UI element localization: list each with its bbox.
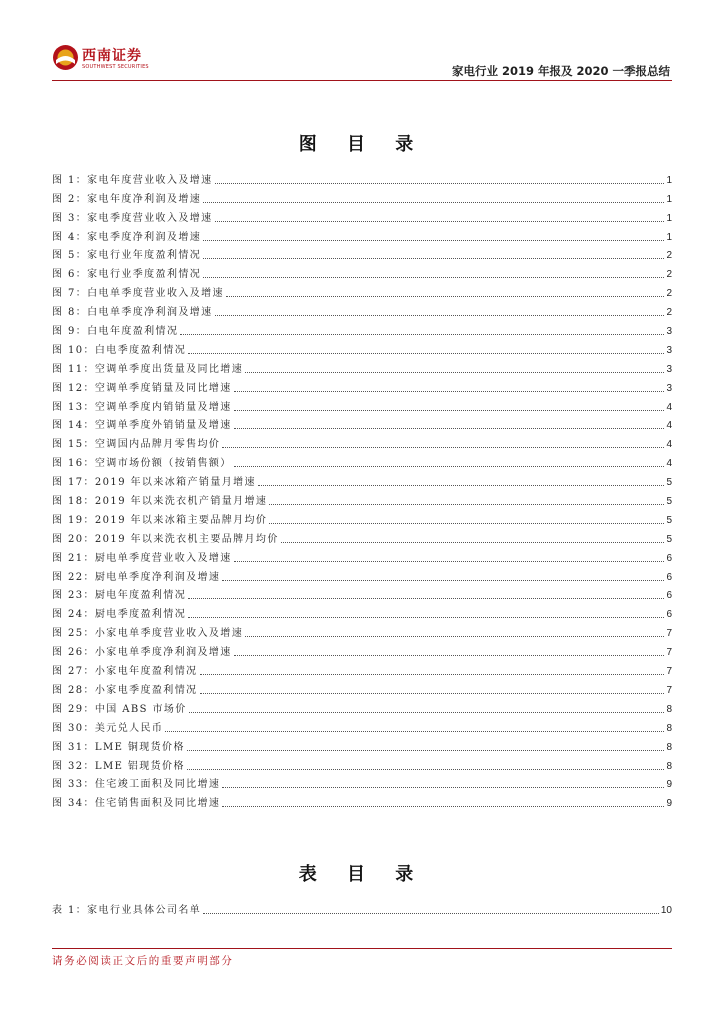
- toc-entry-label: 图 30：美元兑人民币: [52, 722, 164, 734]
- toc-entry-label: 图 28：小家电季度盈利情况: [52, 684, 198, 696]
- toc-entry[interactable]: [52, 508, 672, 527]
- toc-dot-leader: [226, 296, 664, 297]
- toc-entry[interactable]: [52, 621, 672, 640]
- toc-entry-page: 2: [666, 269, 672, 281]
- toc-entry-page: 4: [666, 458, 672, 470]
- toc-dot-leader: [187, 750, 665, 751]
- toc-dot-leader: [234, 466, 665, 467]
- toc-entry-label: 图 29：中国 ABS 市场价: [52, 703, 187, 715]
- toc-entry[interactable]: [52, 602, 672, 621]
- toc-entry-page: 8: [666, 703, 672, 715]
- toc-dot-leader: [245, 636, 664, 637]
- toc-entry[interactable]: [52, 262, 672, 281]
- toc-entry[interactable]: [52, 697, 672, 716]
- toc-entry-label: 图 22：厨电单季度净利润及增速: [52, 571, 221, 583]
- toc-entry-page: 7: [666, 684, 672, 696]
- toc-entry-label: 图 19：2019 年以来冰箱主要品牌月均价: [52, 514, 268, 526]
- toc-entry-label: 图 16：空调市场份额（按销售额）: [52, 458, 232, 470]
- toc-entry[interactable]: [52, 527, 672, 546]
- toc-dot-leader: [215, 315, 665, 316]
- toc-dot-leader: [203, 202, 664, 203]
- toc-dot-leader: [258, 485, 665, 486]
- toc-entry-label: 图 21：厨电单季度营业收入及增速: [52, 552, 232, 564]
- toc-entry-label: 图 25：小家电单季度营业收入及增速: [52, 628, 244, 640]
- toc-entry-page: 1: [666, 212, 672, 224]
- figures-toc-title: 图 目 录: [298, 134, 426, 155]
- toc-dot-leader: [200, 674, 665, 675]
- toc-entry-page: 4: [666, 420, 672, 432]
- toc-entry-page: 8: [666, 741, 672, 753]
- tables-toc-title: 表 目 录: [298, 864, 426, 885]
- toc-dot-leader: [281, 542, 665, 543]
- toc-entry-page: 3: [666, 363, 672, 375]
- toc-entry-page: 2: [666, 288, 672, 300]
- toc-entry-page: 6: [666, 609, 672, 621]
- toc-entry-page: 1: [666, 174, 672, 186]
- toc-entry[interactable]: [52, 187, 672, 206]
- toc-entry-page: 5: [666, 514, 672, 526]
- toc-entry-label: 图 31：LME 铜现货价格: [52, 741, 185, 753]
- toc-entry[interactable]: [52, 489, 672, 508]
- toc-entry-label: 图 18：2019 年以来洗衣机产销量月增速: [52, 496, 268, 508]
- toc-entry-page: 3: [666, 326, 672, 338]
- toc-dot-leader: [234, 391, 665, 392]
- toc-entry-page: 5: [666, 496, 672, 508]
- toc-entry-label: 图 5：家电行业年度盈利情况: [52, 250, 202, 262]
- toc-entry[interactable]: [52, 898, 672, 917]
- toc-entry[interactable]: [52, 470, 672, 489]
- footer-disclaimer: 请务必阅读正文后的重要声明部分: [52, 955, 234, 967]
- toc-entry[interactable]: [52, 451, 672, 470]
- toc-entry[interactable]: [52, 735, 672, 754]
- toc-entry-label: 图 27：小家电年度盈利情况: [52, 666, 198, 678]
- toc-dot-leader: [188, 598, 664, 599]
- toc-entry[interactable]: [52, 432, 672, 451]
- toc-entry-label: 图 1：家电年度营业收入及增速: [52, 174, 213, 186]
- toc-entry-label: 图 17：2019 年以来冰箱产销量月增速: [52, 477, 256, 489]
- toc-entry[interactable]: [52, 338, 672, 357]
- toc-entry-page: 3: [666, 344, 672, 356]
- toc-entry-label: 图 2：家电年度净利润及增速: [52, 193, 202, 205]
- toc-entry[interactable]: [52, 319, 672, 338]
- toc-dot-leader: [180, 334, 664, 335]
- toc-dot-leader: [215, 221, 665, 222]
- toc-entry[interactable]: [52, 281, 672, 300]
- toc-entry-page: 2: [666, 307, 672, 319]
- toc-entry-page: 7: [666, 647, 672, 659]
- toc-dot-leader: [189, 712, 665, 713]
- toc-entry-label: 图 34：住宅销售面积及同比增速: [52, 798, 221, 810]
- toc-entry[interactable]: [52, 376, 672, 395]
- toc-entry[interactable]: [52, 168, 672, 187]
- toc-entry-page: 6: [666, 571, 672, 583]
- toc-entry-label: 图 14：空调单季度外销销量及增速: [52, 420, 232, 432]
- toc-dot-leader: [203, 258, 664, 259]
- toc-entry-page: 3: [666, 382, 672, 394]
- logo-english-name: SOUTHWEST SECURITIES: [82, 64, 149, 70]
- toc-entry-page: 4: [666, 439, 672, 451]
- toc-dot-leader: [234, 410, 665, 411]
- toc-entry[interactable]: [52, 791, 672, 810]
- figures-toc-list: [52, 168, 672, 810]
- toc-entry[interactable]: [52, 754, 672, 773]
- toc-dot-leader: [203, 913, 659, 914]
- toc-entry[interactable]: [52, 414, 672, 433]
- toc-dot-leader: [234, 655, 665, 656]
- toc-entry-label: 图 32：LME 铝现货价格: [52, 760, 185, 772]
- toc-dot-leader: [222, 806, 664, 807]
- toc-dot-leader: [188, 353, 664, 354]
- toc-entry-label: 图 11：空调单季度出货量及同比增速: [52, 363, 244, 375]
- toc-entry-label: 图 26：小家电单季度净利润及增速: [52, 647, 232, 659]
- toc-entry-label: 图 6：家电行业季度盈利情况: [52, 269, 202, 281]
- toc-dot-leader: [200, 693, 665, 694]
- toc-entry-label: 图 12：空调单季度销量及同比增速: [52, 382, 232, 394]
- toc-entry-page: 7: [666, 666, 672, 678]
- footer-divider: [52, 948, 672, 949]
- toc-entry-page: 2: [666, 250, 672, 262]
- toc-dot-leader: [188, 617, 664, 618]
- company-logo: [52, 44, 162, 74]
- toc-entry-page: 1: [666, 193, 672, 205]
- toc-entry-page: 8: [666, 722, 672, 734]
- toc-entry-page: 1: [666, 231, 672, 243]
- toc-entry[interactable]: [52, 357, 672, 376]
- toc-entry-label: 表 1：家电行业具体公司名单: [52, 904, 202, 916]
- toc-dot-leader: [222, 580, 664, 581]
- toc-entry-page: 7: [666, 628, 672, 640]
- toc-dot-leader: [222, 447, 664, 448]
- toc-dot-leader: [203, 240, 664, 241]
- toc-entry[interactable]: [52, 584, 672, 603]
- toc-entry[interactable]: [52, 206, 672, 225]
- report-title: 家电行业 2019 年报及 2020 一季报总结: [451, 64, 670, 78]
- toc-entry-label: 图 20：2019 年以来洗衣机主要品牌月均价: [52, 533, 279, 545]
- toc-entry-label: 图 24：厨电季度盈利情况: [52, 609, 187, 621]
- toc-dot-leader: [245, 372, 664, 373]
- toc-entry-label: 图 3：家电季度营业收入及增速: [52, 212, 213, 224]
- tables-toc-list: [52, 898, 672, 917]
- toc-entry-label: 图 10：白电季度盈利情况: [52, 344, 187, 356]
- toc-entry[interactable]: [52, 716, 672, 735]
- toc-entry[interactable]: [52, 546, 672, 565]
- toc-entry[interactable]: [52, 300, 672, 319]
- toc-entry-label: 图 23：厨电年度盈利情况: [52, 590, 187, 602]
- toc-entry-page: 8: [666, 760, 672, 772]
- toc-entry-label: 图 13：空调单季度内销销量及增速: [52, 401, 232, 413]
- toc-entry-page: 5: [666, 477, 672, 489]
- toc-dot-leader: [234, 561, 665, 562]
- toc-entry-page: 10: [660, 904, 672, 916]
- toc-entry[interactable]: [52, 678, 672, 697]
- toc-entry[interactable]: [52, 565, 672, 584]
- toc-dot-leader: [234, 428, 665, 429]
- page-header: [0, 0, 724, 85]
- toc-entry-page: 6: [666, 590, 672, 602]
- logo-mark-icon: [52, 44, 79, 71]
- toc-entry-page: 4: [666, 401, 672, 413]
- toc-entry[interactable]: [52, 395, 672, 414]
- toc-entry[interactable]: [52, 225, 672, 244]
- toc-entry[interactable]: [52, 244, 672, 263]
- toc-dot-leader: [187, 769, 665, 770]
- toc-entry[interactable]: [52, 773, 672, 792]
- toc-entry-page: 6: [666, 552, 672, 564]
- toc-entry-label: 图 9：白电年度盈利情况: [52, 326, 179, 338]
- toc-entry-label: 图 7：白电单季度营业收入及增速: [52, 288, 224, 300]
- toc-entry-label: 图 4：家电季度净利润及增速: [52, 231, 202, 243]
- toc-entry[interactable]: [52, 659, 672, 678]
- toc-dot-leader: [269, 504, 664, 505]
- toc-entry-page: 9: [666, 798, 672, 810]
- toc-entry-label: 图 8：白电单季度净利润及增速: [52, 307, 213, 319]
- toc-dot-leader: [222, 787, 664, 788]
- toc-entry[interactable]: [52, 640, 672, 659]
- toc-entry-page: 9: [666, 779, 672, 791]
- logo-chinese-name: 西南证券: [82, 48, 142, 64]
- toc-entry-label: 图 33：住宅竣工面积及同比增速: [52, 779, 221, 791]
- header-divider: [52, 80, 672, 81]
- toc-entry-page: 5: [666, 533, 672, 545]
- toc-dot-leader: [269, 523, 664, 524]
- toc-dot-leader: [215, 183, 665, 184]
- toc-entry-label: 图 15：空调国内品牌月零售均价: [52, 439, 221, 451]
- toc-dot-leader: [203, 277, 664, 278]
- toc-dot-leader: [165, 731, 664, 732]
